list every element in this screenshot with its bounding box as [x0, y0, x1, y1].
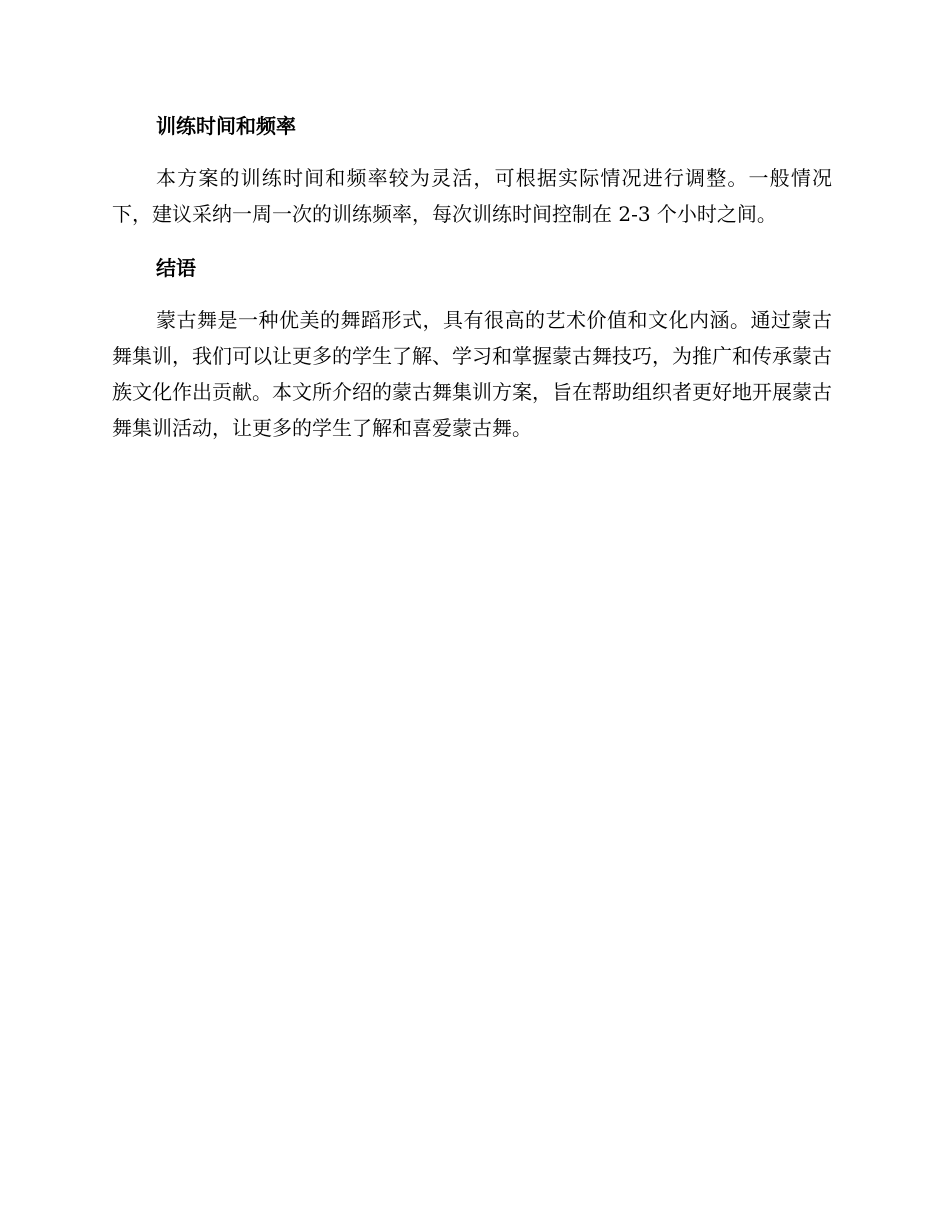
section-paragraph-training-time: 本方案的训练时间和频率较为灵活，可根据实际情况进行调整。一般情况下，建议采纳一周一次的训练频率，每次训练时间控制在 2-3 个小时之间。 — [112, 166, 832, 226]
section-paragraph-conclusion: 蒙古舞是一种优美的舞蹈形式，具有很高的艺术价值和文化内涵。通过蒙古舞集训，我们可以让更多的学生了解、学习和掌握蒙古舞技巧，为推广和传承蒙古族文化作出贡献。本文所介绍的蒙古舞集训方案，旨在帮助组织者更好地开展蒙古舞集训活动，让更多的学生了解和喜爱蒙古舞。 — [112, 308, 832, 440]
document-body — [112, 110, 832, 446]
section-heading-training-time: 训练时间和频率 — [156, 114, 296, 138]
section-heading-conclusion: 结语 — [156, 256, 196, 280]
